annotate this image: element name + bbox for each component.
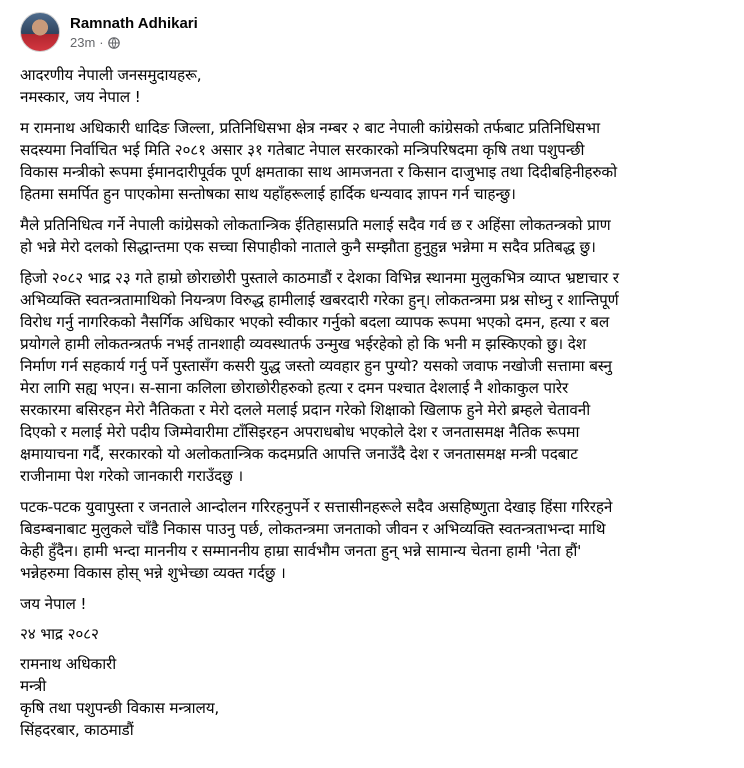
- wish-paragraph: [20, 496, 732, 584]
- closing-paragraph: [20, 593, 732, 615]
- text-line: निर्माण गर्न सहकार्य गर्नु पर्ने पुस्तासँग कसरी युद्ध जस्तो व्यवहार हुन पुग्यो? यसको जवाफ नखोजी सत्तामा बस्नु: [20, 357, 612, 375]
- resignation-paragraph: [20, 267, 732, 487]
- author-name[interactable]: Ramnath Adhikari: [70, 15, 198, 32]
- separator-dot: ·: [99, 35, 104, 50]
- signature-title: मन्त्री: [20, 677, 47, 695]
- text-line: मेरा लागि सह्य भएन। स-साना कलिला छोराछोरीहरुको हत्या र दमन पश्चात देशलाई नै शोकाकुल पारेर: [20, 379, 569, 397]
- text-line: बिडम्बनाबाट मुलुकले चाँडै निकास पाउनु पर्छ, लोकतन्त्रमा जनताको जीवन र अभिव्यक्ति स्वतन्त्रताभन्दा माथि: [20, 520, 606, 538]
- signature-ministry: कृषि तथा पशुपन्छी विकास मन्त्रालय,: [20, 699, 220, 717]
- text-line: विरोध गर्नु नागरिकको नैसर्गिक अधिकार भएको स्वीकार गर्नुको बदला व्यापक रूपमा भएको दमन, हत्या र बल: [20, 313, 610, 331]
- post-subline: [70, 35, 198, 50]
- text-line: हिजो २०८२ भाद्र २३ गते हाम्रो छोराछोरी पुस्ताले काठमाडौं र देशका विभिन्न स्थानमा मुलुकभित्र व्याप्त भ्रष्टाचार र: [20, 269, 619, 287]
- text-line: अभिव्यक्ति स्वतन्त्रतामाथिको नियन्त्रण विरुद्ध हामीलाई खबरदारी गरेका हुन्। लोकतन्त्रमा प्रश्न सोध्नु र शान्तिपूर्ण: [20, 291, 619, 309]
- text-line: आदरणीय नेपाली जनसमुदायहरू,: [20, 66, 202, 84]
- text-line: पटक-पटक युवापुस्ता र जनताले आन्दोलन गरिरहनुपर्ने र सत्तासीनहरूले सदैव असहिष्णुता देखाइ हिंसा गरिरहने: [20, 498, 613, 516]
- post-header: [20, 10, 198, 54]
- post-body: [20, 64, 732, 750]
- text-line: भन्नेहरुमा विकास होस् भन्ने शुभेच्छा व्यक्त गर्दछु ।: [20, 564, 286, 582]
- globe-icon: [108, 37, 120, 49]
- post-timestamp[interactable]: 23m: [70, 35, 96, 50]
- text-line: म रामनाथ अधिकारी धादिङ जिल्ला, प्रतिनिधिसभा क्षेत्र नम्बर २ बाट नेपाली कांग्रेसको तर्फबाट प्रतिनिधिसभा: [20, 119, 600, 137]
- party-paragraph: [20, 214, 732, 258]
- text-line: सदस्यमा निर्वाचित भई मिति २०८१ असार ३१ गतेबाट नेपाल सरकारको मन्त्रिपरिषदमा कृषि तथा पशुपन्छी: [20, 141, 585, 159]
- text-line: प्रयोगले हामी लोकतन्त्रतर्फ नभई तानशाही व्यवस्थातर्फ उन्मुख भईरहेको हो कि भनी म झस्किएको छु। देश: [20, 335, 586, 353]
- text-line: सरकारमा बसिरहन मेरो नैतिकता र मेरो दलले मलाई प्रदान गरेको शिक्षाको खिलाफ हुने मेरो ब्रम्हले चेतावनी: [20, 401, 591, 419]
- signature-address: सिंहदरबार, काठमाडौं: [20, 721, 134, 739]
- avatar[interactable]: [20, 12, 60, 52]
- intro-paragraph: [20, 117, 732, 205]
- text-line: नमस्कार, जय नेपाल !: [20, 88, 141, 106]
- text-line: हितमा समर्पित हुन पाएकोमा सन्तोषका साथ यहाँहरूलाई हार्दिक धन्यवाद ज्ञापन गर्न चाहन्छु।: [20, 185, 516, 203]
- text-line: राजीनामा पेश गरेको जानकारी गराउँदछु ।: [20, 467, 244, 485]
- text-line: २४ भाद्र २०८२: [20, 625, 99, 643]
- text-line: हो भन्ने मेरो दलको सिद्धान्तमा एक सच्चा सिपाहीको नाताले कुनै सम्झौता हुनुहुन्न भन्नेमा म सदैव प्रतिबद्ध छु।: [20, 238, 596, 256]
- text-line: जय नेपाल !: [20, 595, 87, 613]
- signature-name: रामनाथ अधिकारी: [20, 655, 117, 673]
- text-line: दिएको र मलाई मेरो पदीय जिम्मेवारीमा टाँसिइरहन अपराधबोध भएकोले देश र जनतासमक्ष नैतिक रूपमा: [20, 423, 580, 441]
- signature-block: [20, 653, 732, 741]
- text-line: विकास मन्त्रीको रूपमा ईमानदारीपूर्वक पूर्ण क्षमताका साथ आमजनता र किसान दाजुभाइ तथा दिदीबहिनीहरुको: [20, 163, 617, 181]
- post-meta: [70, 14, 198, 50]
- date-paragraph: [20, 623, 732, 645]
- text-line: मैले प्रतिनिधित्व गर्ने नेपाली कांग्रेसको लोकतान्त्रिक ईतिहासप्रति मलाई सदैव गर्व छ र अहिंसा लोकतन्त्रको प्राण: [20, 216, 611, 234]
- text-line: क्षमायाचना गर्दै, सरकारको यो अलोकतान्त्रिक कदमप्रति आपत्ति जनाउँदै देश र जनतासमक्ष मन्त्री पदबाट: [20, 445, 578, 463]
- greeting-paragraph: [20, 64, 732, 108]
- text-line: केही हुँदैन। हामी भन्दा माननीय र सम्माननीय हाम्रा सार्वभौम जनता हुन् भन्ने सामान्य चेतना हामी 'नेता हौं': [20, 542, 582, 560]
